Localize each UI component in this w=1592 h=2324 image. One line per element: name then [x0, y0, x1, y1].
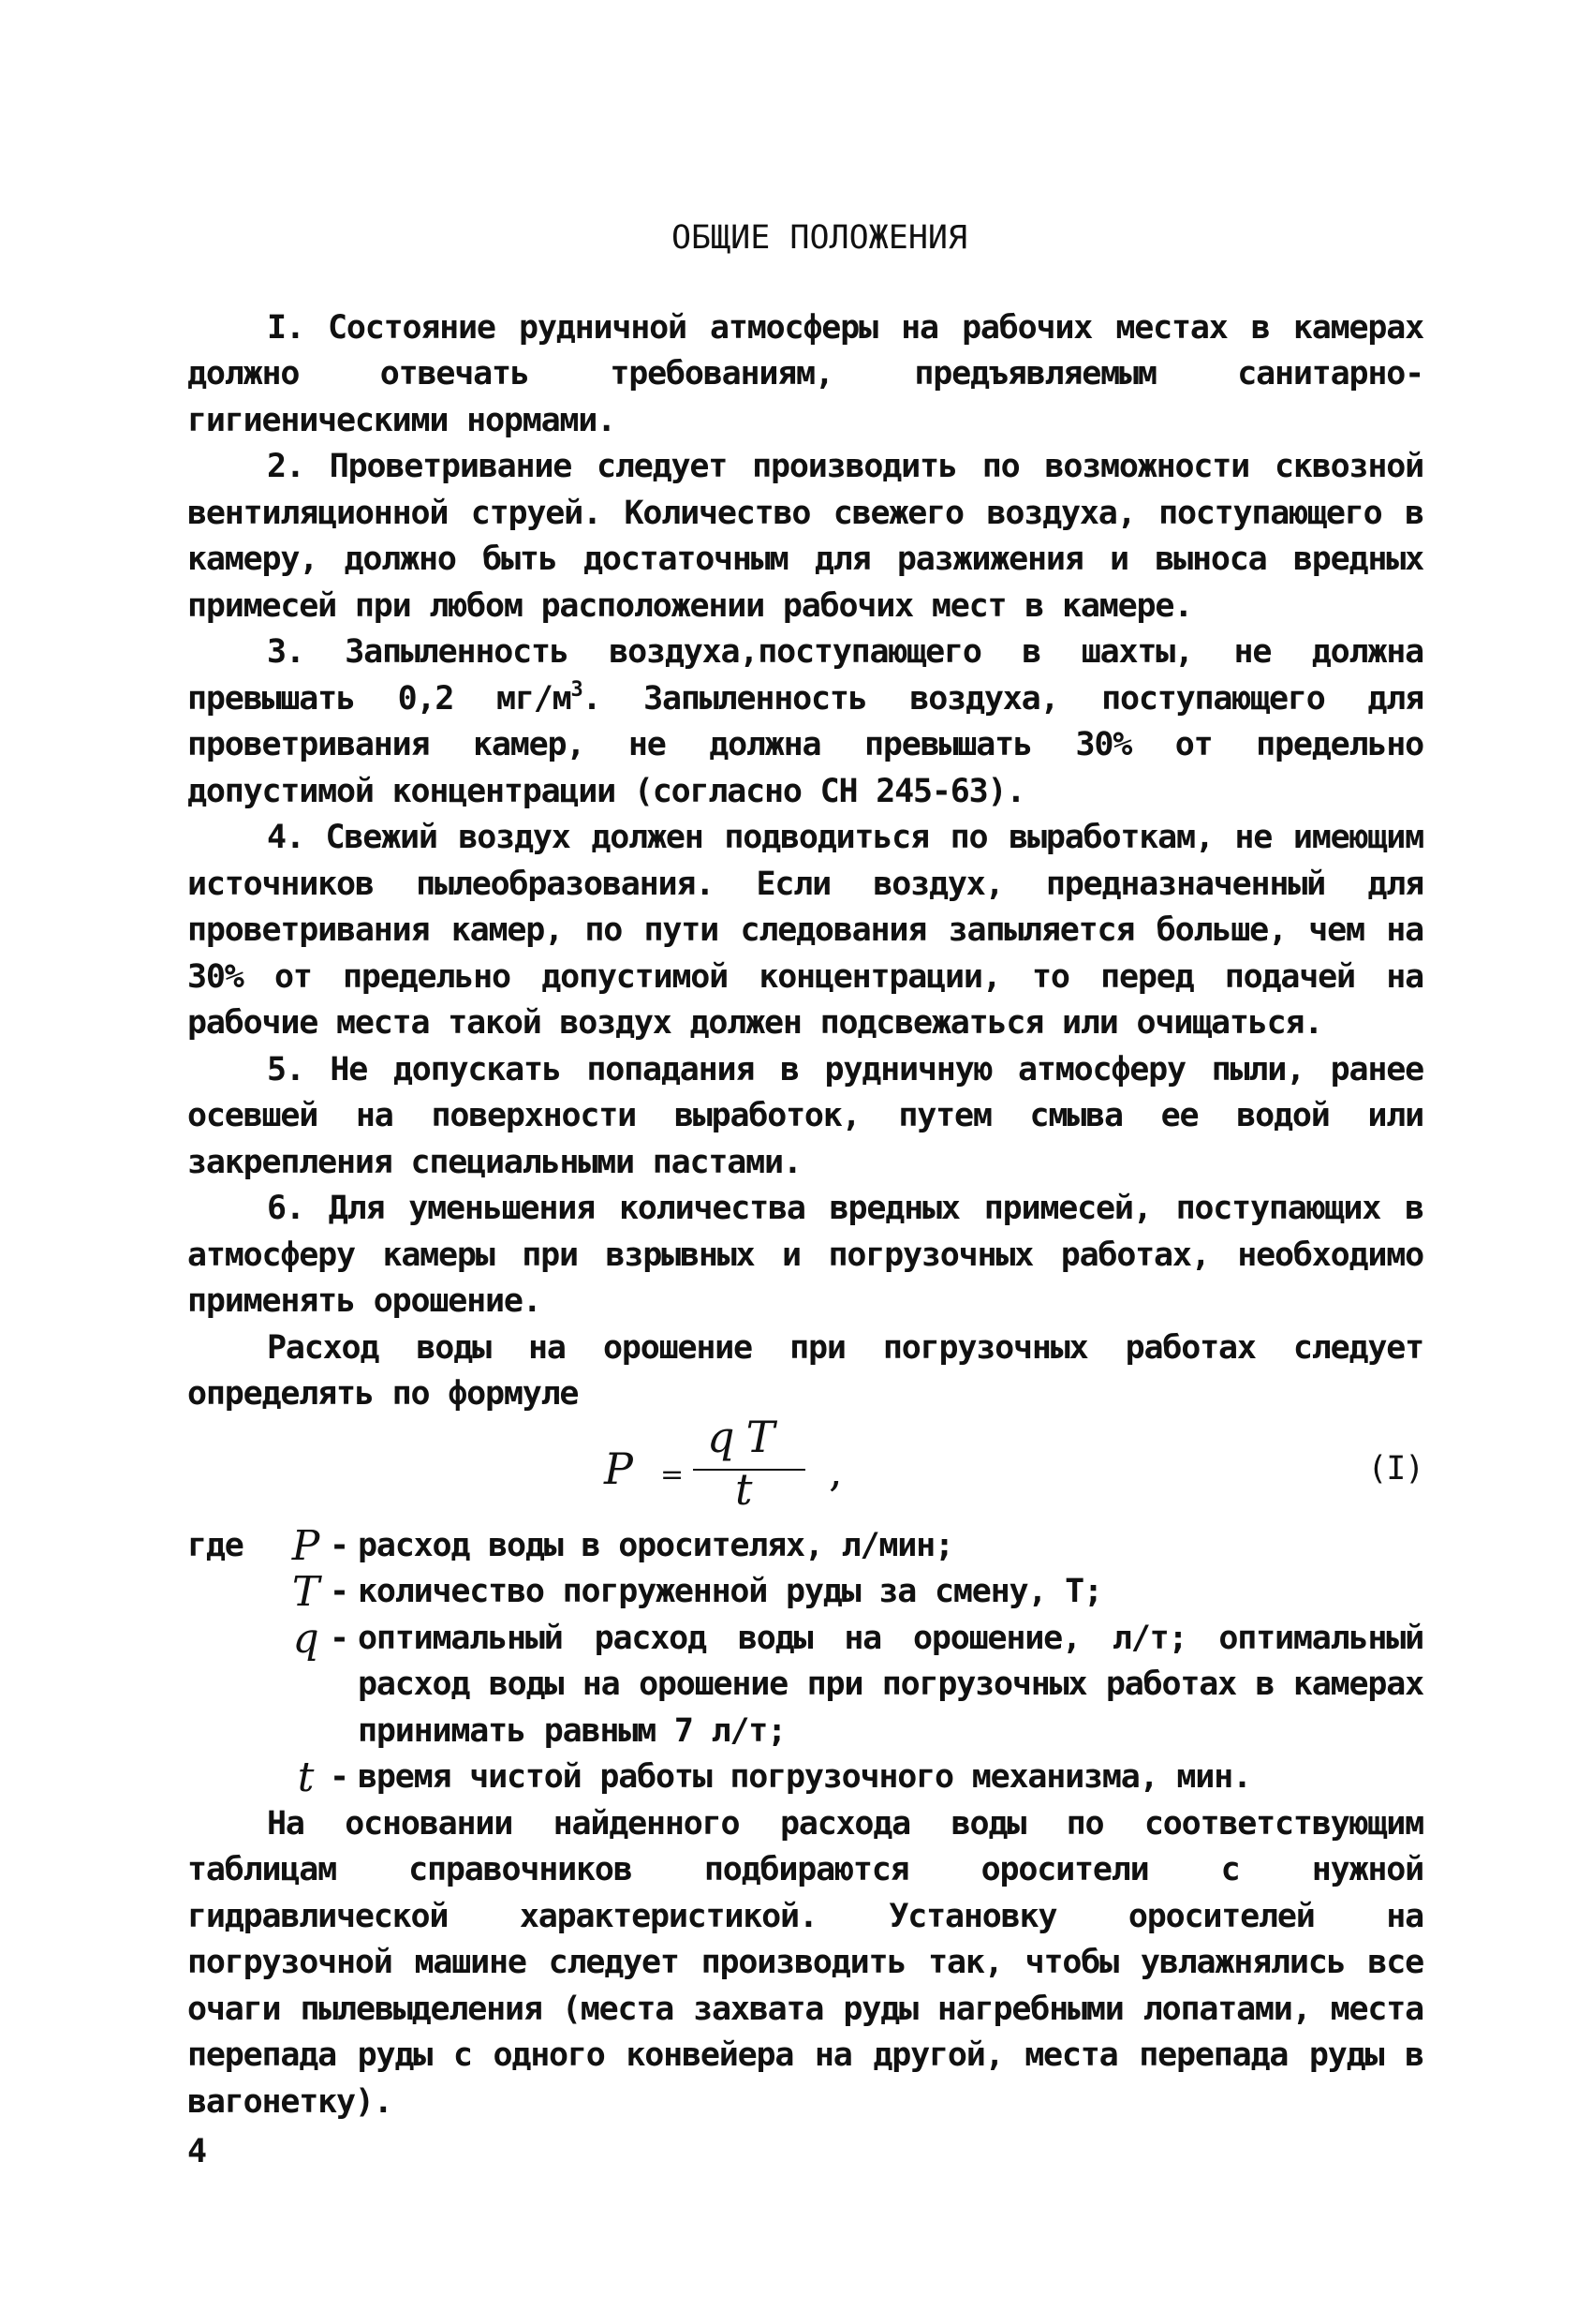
document-page — [187, 215, 1423, 2176]
definition-row — [187, 1616, 1423, 1755]
definition-symbol: q — [292, 1614, 318, 1663]
paragraph-3 — [187, 629, 1423, 815]
definition-text: время чистой работы погрузочного механизма, мин. — [358, 1758, 1251, 1796]
definition-row — [187, 1569, 1423, 1616]
definition-symbol: T — [291, 1568, 319, 1616]
definition-text: расход воды в оросителях, л/мин; — [358, 1526, 953, 1564]
paragraph-1: I. Состояние рудничной атмосферы на рабочих местах в камерах должно отвечать требованиям, предъявляемым санитарно-гигиеническими нормами. — [187, 308, 1423, 439]
paragraph-4: 4. Свежий воздух должен подводиться по выработкам, не имеющим источников пылеобразования. Если воздух, предназначенный для проветривания камер, по пути следования запыляется больше, чем на 30% от предельно допустимой концентрации, то перед подачей на рабочие места такой воздух должен подсвежаться или очищаться. — [187, 819, 1423, 1042]
definitions-list — [187, 1523, 1423, 1801]
paragraph-5: 5. Не допускать попадания в рудничную атмосферу пыли, ранее осевшей на поверхности выработок, путем смыва ее водой или закрепления специальными пастами. — [187, 1050, 1423, 1181]
formula-denominator: t — [735, 1463, 752, 1515]
closing-paragraph: На основании найденного расхода воды по соответствующим таблицам справочников подбираются оросители с нужной гидравлической характеристикой. Установку оросителей на погрузочной машине следует производить так, чтобы увлажнялись все очаги пылевыделения (места захвата руды нагребными лопатами, места перепада руды с одного конвейера на другой, места перепада руды в вагонетку). — [187, 1804, 1423, 2121]
formula-row — [187, 1411, 1423, 1523]
equation-number: (I) — [1367, 1449, 1423, 1488]
definition-dash: - — [330, 1758, 348, 1796]
section-title: ОБЩИЕ ПОЛОЖЕНИЯ — [671, 219, 968, 257]
formula-comma: , — [829, 1444, 842, 1496]
cubic-superscript: 3 — [570, 677, 582, 702]
definition-dash: - — [330, 1573, 348, 1610]
definition-row — [187, 1754, 1423, 1801]
water-flow-formula — [604, 1411, 848, 1523]
definition-symbol: P — [291, 1521, 319, 1570]
formula-numerator: q T — [707, 1411, 774, 1462]
definitions-lead: где — [187, 1526, 243, 1564]
formula-lhs: P — [604, 1443, 632, 1494]
definition-dash: - — [330, 1619, 348, 1657]
page-number: 4 — [187, 2133, 206, 2170]
paragraph-3-part-1: 3. Запыленность воздуха,поступающего в шахты, не должна превышать 0,2 мг/м — [187, 633, 1423, 718]
paragraph-3-part-2: . Запыленность воздуха, поступающего для проветривания камер, не должна превышать 30% от предельно допустимой концентрации (согласно СН 245-63). — [187, 679, 1423, 810]
paragraph-7: Расход воды на орошение при погрузочных работах следует определять по формуле — [187, 1328, 1423, 1413]
definition-text: количество погруженной руды за смену, Т; — [358, 1573, 1102, 1610]
definition-row — [187, 1523, 1423, 1570]
definition-dash: - — [330, 1526, 348, 1564]
paragraph-6: 6. Для уменьшения количества вредных примесей, поступающих в атмосферу камеры при взрывных и погрузочных работах, необходимо применять орошение. — [187, 1190, 1423, 1320]
definition-symbol: t — [297, 1754, 314, 1801]
definition-text: оптимальный расход воды на орошение, л/т; оптимальный расход воды на орошение при погрузочных работах в камерах принимать равным 7 л/т; — [358, 1619, 1423, 1750]
paragraph-2: 2. Проветривание следует производить по возможности сквозной вентиляционной струей. Количество свежего воздуха, поступающего в камеру, должно быть достаточным для разжижения и выноса вредных примесей при любом расположении рабочих мест в камере. — [187, 448, 1423, 625]
formula-equals: = — [660, 1458, 683, 1491]
